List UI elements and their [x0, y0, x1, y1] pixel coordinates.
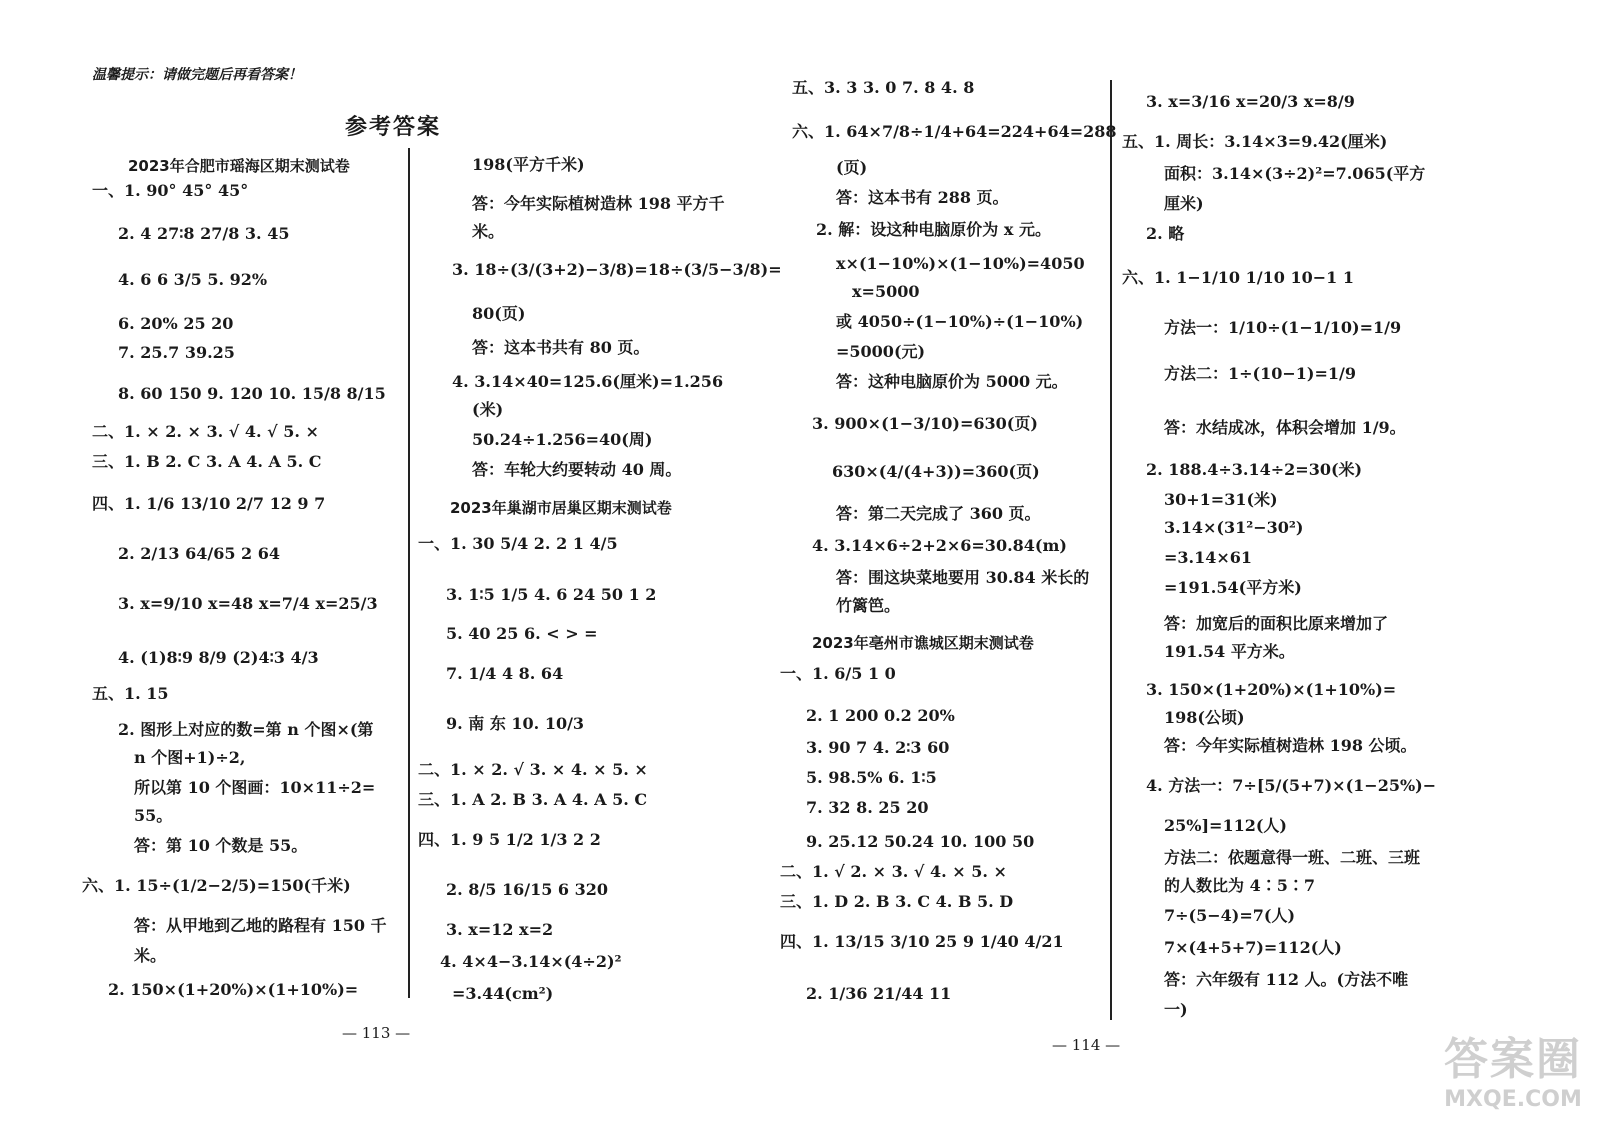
answer-line: 五、3. 3 3. 0 7. 8 4. 8	[792, 78, 975, 97]
answer-line: 191.54 平方米。	[1164, 642, 1295, 661]
answer-line: (页)	[836, 158, 868, 177]
column-divider-left	[408, 148, 410, 998]
answer-line: 六、1. 1−1/10 1/10 10−1 1	[1122, 268, 1354, 287]
answer-line: 7÷(5−4)=7(人)	[1164, 906, 1296, 925]
watermark-logo	[1444, 1023, 1582, 1112]
answer-line: 答：水结成冰，体积会增加 1/9。	[1164, 418, 1406, 437]
answer-line: 3. x=9/10 x=48 x=7/4 x=25/3	[118, 594, 378, 613]
answer-line: x×(1−10%)×(1−10%)=4050	[836, 254, 1085, 273]
answer-line: 4. 6 6 3/5 5. 92%	[118, 270, 268, 289]
answer-line: 方法一：1/10÷(1−1/10)=1/9	[1164, 318, 1402, 337]
answer-line: 198(公顷)	[1164, 708, 1245, 727]
answer-line: 7. 32 8. 25 20	[806, 798, 929, 817]
answer-line: 2. 图形上对应的数=第 n 个图×(第	[118, 720, 374, 739]
answer-line: 答：今年实际植树造林 198 公顷。	[1164, 736, 1417, 755]
answer-line: 3. 150×(1+20%)×(1+10%)=	[1146, 680, 1397, 699]
answer-line: 630×(4/(4+3))=360(页)	[832, 462, 1040, 481]
answer-line: 一、1. 90° 45° 45°	[92, 181, 249, 200]
answer-line: 六、1. 64×7/8÷1/4+64=224+64=288	[792, 122, 1117, 141]
answer-line: 一)	[1164, 1000, 1188, 1019]
answer-line: 80(页)	[472, 304, 526, 323]
answer-line: 4. 3.14×6÷2+2×6=30.84(m)	[812, 536, 1067, 555]
answer-line: 答：这本书有 288 页。	[836, 188, 1009, 207]
answer-line: 2. 150×(1+20%)×(1+10%)=	[108, 980, 359, 999]
answer-line: 9. 南 东 10. 10/3	[446, 714, 585, 733]
answer-line: 四、1. 13/15 3/10 25 9 1/40 4/21	[780, 932, 1064, 951]
section-title-bozhou: 2023年亳州市谯城区期末测试卷	[812, 634, 1034, 652]
answer-line: 二、1. × 2. √ 3. × 4. × 5. ×	[418, 760, 648, 779]
answer-line: 3. 18÷(3/(3+2)−3/8)=18÷(3/5−3/8)=	[452, 260, 782, 279]
answer-line: 方法二：依题意得一班、二班、三班	[1164, 848, 1421, 867]
answer-line: 二、1. × 2. × 3. √ 4. √ 5. ×	[92, 422, 319, 441]
answer-line: 55。	[134, 806, 173, 825]
answer-line: 三、1. B 2. C 3. A 4. A 5. C	[92, 452, 322, 471]
answer-line: 六、1. 15÷(1/2−2/5)=150(千米)	[82, 876, 351, 895]
answer-line: 2. 1 200 0.2 20%	[806, 706, 955, 725]
answer-line: 3. 900×(1−3/10)=630(页)	[812, 414, 1038, 433]
answer-line: 3. 90 7 4. 2∶3 60	[806, 738, 950, 757]
answer-line: 3.14×(31²−30²)	[1164, 518, 1304, 537]
answer-line: 4. 方法一：7÷[5/(5+7)×(1−25%)−	[1146, 776, 1437, 795]
answer-line: 8. 60 150 9. 120 10. 15/8 8/15	[118, 384, 386, 403]
answer-line: 9. 25.12 50.24 10. 100 50	[806, 832, 1035, 851]
answer-line: 答：加宽后的面积比原来增加了	[1164, 614, 1389, 633]
answer-line: (米)	[472, 400, 504, 419]
watermark-text: 答案圈	[1444, 1034, 1582, 1085]
answer-line: 厘米)	[1164, 194, 1204, 213]
answer-line: 米。	[134, 946, 167, 965]
answer-line: 50.24÷1.256=40(周)	[472, 430, 653, 449]
answer-line: 2. 2/13 64/65 2 64	[118, 544, 280, 563]
answer-line: 一、1. 30 5/4 2. 2 1 4/5	[418, 534, 618, 553]
answer-line: 2. 188.4÷3.14÷2=30(米)	[1146, 460, 1363, 479]
answer-line: 3. x=3/16 x=20/3 x=8/9	[1146, 92, 1355, 111]
answer-line: 或 4050÷(1−10%)÷(1−10%)	[836, 312, 1084, 331]
answer-line: 面积：3.14×(3÷2)²=7.065(平方	[1164, 164, 1426, 183]
page-number-left: — 113 —	[342, 1024, 411, 1042]
answer-line: 答：六年级有 112 人。(方法不唯	[1164, 970, 1409, 989]
answer-line: =191.54(平方米)	[1164, 578, 1302, 597]
page-title: 参考答案	[345, 115, 442, 140]
answer-line: 2. 解：设这种电脑原价为 x 元。	[816, 220, 1051, 239]
answer-line: 三、1. A 2. B 3. A 4. A 5. C	[418, 790, 648, 809]
answer-line: =5000(元)	[836, 342, 926, 361]
answer-line: 4. (1)8∶9 8/9 (2)4∶3 4/3	[118, 648, 319, 667]
column-divider-right	[1110, 80, 1112, 1020]
answer-line: 答：围这块菜地要用 30.84 米长的	[836, 568, 1090, 587]
answer-line: 7. 25.7 39.25	[118, 343, 235, 362]
answer-line: 2. 1/36 21/44 11	[806, 984, 952, 1003]
answer-line: n 个图+1)÷2,	[134, 748, 246, 767]
answer-line: 方法二：1÷(10−1)=1/9	[1164, 364, 1357, 383]
answer-line: x=5000	[852, 282, 920, 301]
answer-line: 三、1. D 2. B 3. C 4. B 5. D	[780, 892, 1014, 911]
answer-line: 五、1. 周长：3.14×3=9.42(厘米)	[1122, 132, 1388, 151]
answer-line: 30+1=31(米)	[1164, 490, 1278, 509]
answer-line: 3. 1∶5 1/5 4. 6 24 50 1 2	[446, 585, 657, 604]
answer-line: 7×(4+5+7)=112(人)	[1164, 938, 1342, 957]
section-title-chaohu: 2023年巢湖市居巢区期末测试卷	[450, 499, 672, 517]
answer-line: 2. 略	[1146, 224, 1185, 243]
answer-line: 四、1. 9 5 1/2 1/3 2 2	[418, 830, 601, 849]
answer-line: 答：第二天完成了 360 页。	[836, 504, 1041, 523]
answer-line: 四、1. 1/6 13/10 2/7 12 9 7	[92, 494, 326, 513]
answer-line: 五、1. 15	[92, 684, 169, 703]
answer-line: 答：这种电脑原价为 5000 元。	[836, 372, 1068, 391]
answer-line: 7. 1/4 4 8. 64	[446, 664, 564, 683]
answer-line: 3. x=12 x=2	[446, 920, 554, 939]
answer-line: 答：这本书共有 80 页。	[472, 338, 650, 357]
answer-line: 4. 4×4−3.14×(4÷2)²	[440, 952, 622, 971]
answer-line: 竹篱笆。	[836, 596, 901, 615]
answer-line: =3.44(cm²)	[452, 984, 554, 1003]
answer-line: 2. 8/5 16/15 6 320	[446, 880, 608, 899]
answer-line: 二、1. √ 2. × 3. √ 4. × 5. ×	[780, 862, 1007, 881]
answer-line: 米。	[472, 222, 505, 241]
page-number-right: — 114 —	[1052, 1036, 1121, 1054]
answer-line: 2. 4 27∶8 27/8 3. 45	[118, 224, 290, 243]
answer-line: 的人数比为 4∶5∶7	[1164, 876, 1315, 895]
answer-line: 答：从甲地到乙地的路程有 150 千	[134, 916, 387, 935]
answer-line: 5. 98.5% 6. 1∶5	[806, 768, 937, 787]
section-title-hefei: 2023年合肥市瑶海区期末测试卷	[128, 157, 350, 175]
reminder-header: 温馨提示：请做完题后再看答案！	[92, 67, 302, 83]
answer-line: 6. 20% 25 20	[118, 314, 234, 333]
answer-line: =3.14×61	[1164, 548, 1253, 567]
answer-line: 一、1. 6/5 1 0	[780, 664, 896, 683]
answer-line: 答：车轮大约要转动 40 周。	[472, 460, 682, 479]
watermark-url: MXQE.COM	[1444, 1087, 1582, 1112]
answer-line: 所以第 10 个图画：10×11÷2=	[134, 778, 376, 797]
answer-line: 答：今年实际植树造林 198 平方千	[472, 194, 725, 213]
answer-line: 4. 3.14×40=125.6(厘米)=1.256	[452, 372, 724, 391]
answer-line: 198(平方千米)	[472, 155, 585, 174]
answer-line: 答：第 10 个数是 55。	[134, 836, 308, 855]
answer-line: 5. 40 25 6. < > =	[446, 624, 598, 643]
answer-line: 25%]=112(人)	[1164, 816, 1287, 835]
